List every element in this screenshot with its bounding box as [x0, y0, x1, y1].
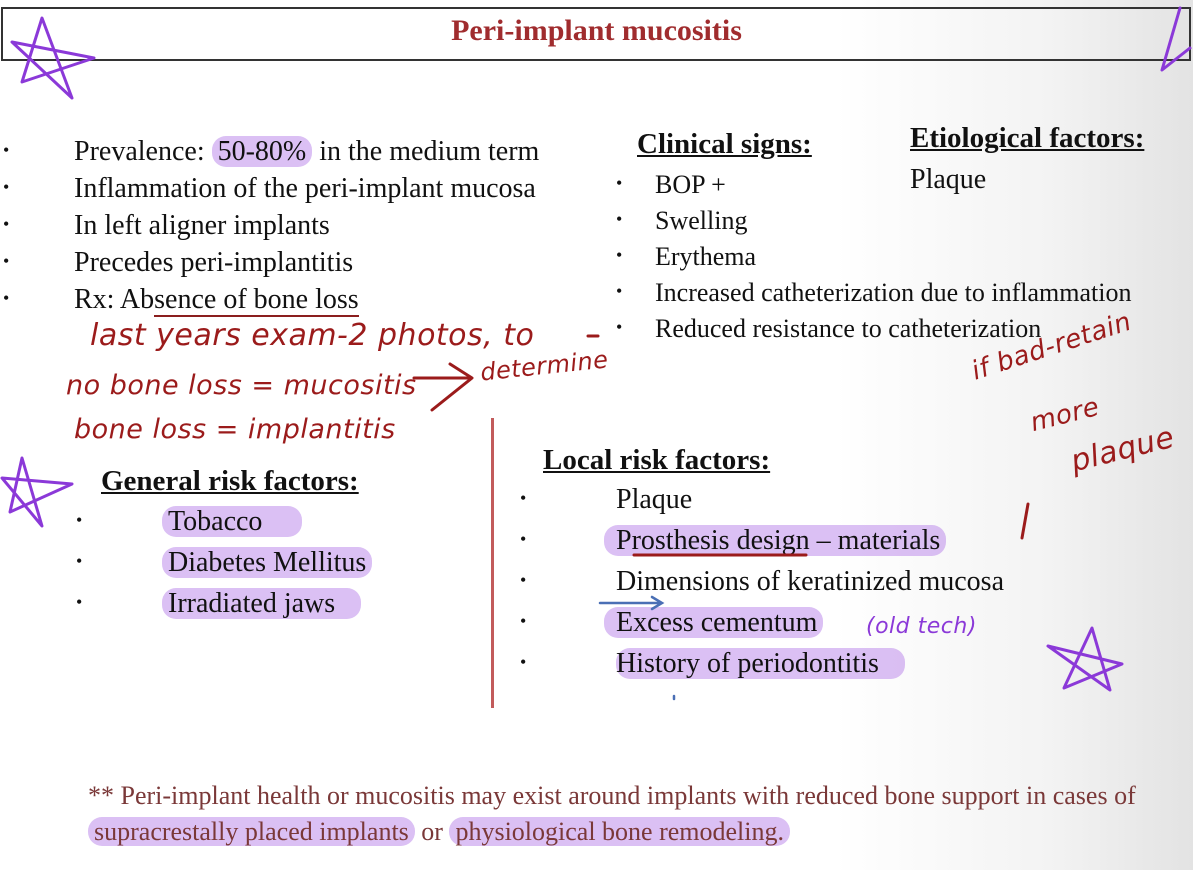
etiological-heading: Etiological factors:: [910, 122, 1145, 154]
etiological-value: Plaque: [910, 164, 987, 195]
handwritten-note-line2: no bone loss = mucositis: [66, 370, 417, 401]
list-item: • Reduced resistance to catheterization: [616, 314, 1042, 343]
list-item: • Dimensions of keratinized mucosa: [520, 566, 1005, 597]
red-tick-icon: [1022, 504, 1028, 538]
handwritten-note-line3: bone loss = implantitis: [74, 414, 396, 445]
purple-star-icon: [12, 18, 94, 98]
general-risk-heading: General risk factors:: [101, 465, 359, 497]
purple-mark-icon: [1162, 8, 1190, 70]
list-item: • Excess cementum: [0, 607, 1193, 648]
handwritten-determine: determine: [478, 345, 610, 387]
purple-star-icon: [2, 458, 72, 526]
list-item: • BOP +: [616, 170, 726, 199]
purple-star-icon: [1048, 628, 1122, 690]
list-item: • History of periodontitis: [0, 648, 1193, 689]
underlined-text: sence of bone loss: [154, 284, 359, 315]
list-item: • Erythema: [616, 242, 757, 271]
page-title: Peri-implant mucositis: [451, 14, 742, 47]
handwritten-old-tech: (old tech): [866, 614, 977, 639]
handwritten-bad-line2: more: [1027, 391, 1103, 439]
footnote: ** Peri-implant health or mucositis may exist around implants with reduced bone support in cases of supracrestally placed implants or physiological bone remodeling.: [88, 781, 1136, 846]
list-item: • Swelling: [616, 206, 748, 235]
list-item: • Increased catheterization due to inflammation: [616, 278, 1132, 307]
red-arrow-icon: [414, 364, 472, 410]
blue-arrow-icon: [600, 597, 662, 609]
handwritten-note-line1: last years exam-2 photos, to: [90, 318, 535, 353]
handwritten-bad-line1: if bad-retain: [968, 306, 1136, 387]
highlight: 50-80%: [212, 136, 313, 167]
list-item: • Irradiated jaws: [0, 588, 480, 629]
list-item: • Prosthesis design – materials: [0, 525, 1193, 566]
list-item: • Diabetes Mellitus: [0, 547, 480, 588]
list-item: • Plaque: [520, 484, 693, 515]
list-item: • Tobacco: [0, 506, 480, 547]
handwritten-bad-line3: plaque: [1067, 419, 1178, 480]
local-risk-heading: Local risk factors:: [543, 444, 771, 476]
clinical-signs-heading: Clinical signs:: [637, 128, 812, 160]
